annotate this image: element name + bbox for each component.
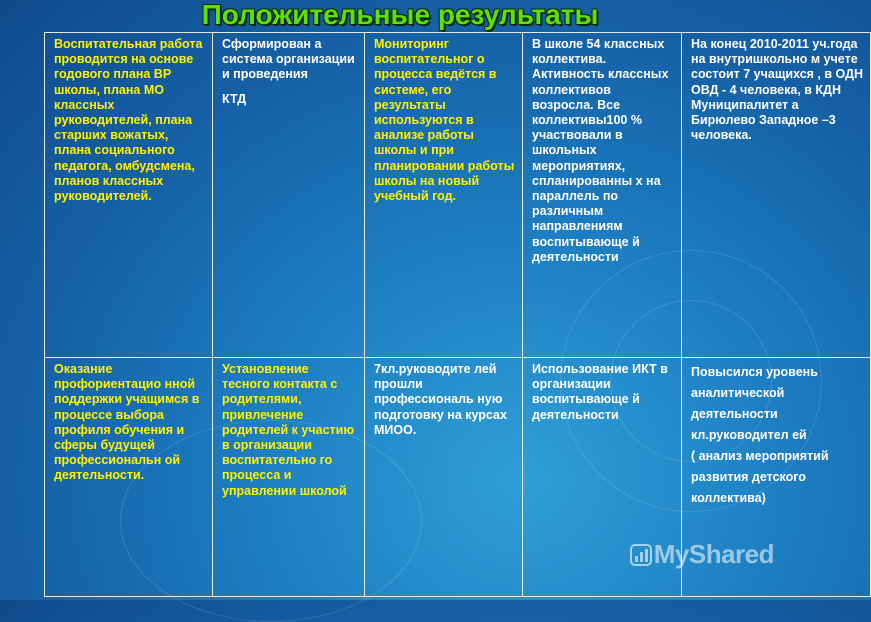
page-title: Положительные результаты xyxy=(201,0,599,30)
cell-text-note: ( анализ мероприятий развития детского коллектива) xyxy=(691,449,829,505)
results-table xyxy=(44,32,871,597)
cell-text: Сформирован а система организации и проведения xyxy=(222,37,355,82)
cell-text-ktd: КТД xyxy=(222,91,247,106)
cell-registered-students: На конец 2010-2011 уч.года на внутришкольно м учете состоит 7 учащихся , в ОДН ОВД - 4 человека, в КДН Муниципалитет а Бирюлево Западное –3 человека. xyxy=(682,33,871,358)
cell-ict-usage: Использование ИКТ в организации воспитывающе й деятельности xyxy=(523,358,682,597)
myshared-logo-icon xyxy=(630,544,652,566)
cell-educational-work: Воспитательная работа проводится на основе годового плана ВР школы, плана МО классных руководителей, плана старших вожатых, плана социального педагога, омбудсмена, планов классных руководителей. xyxy=(45,33,213,358)
cell-monitoring: Мониторинг воспитательног о процесса ведётся в системе, его результаты используются в анализе работы школы и при планировании работы школы на новый учебный год. xyxy=(365,33,523,358)
watermark-text: MyShared xyxy=(653,539,774,569)
cell-parents-contact: Установление тесного контакта с родителями, привлечение родителей к участию в организации воспитательно го процесса и управлении школой xyxy=(213,358,365,597)
cell-ktd-system xyxy=(213,33,365,358)
cell-text: Повысился уровень аналитической деятельности кл.руководител ей xyxy=(691,365,818,442)
table-row xyxy=(45,33,871,358)
cell-career-guidance: Оказание профориентацио нной поддержки учащимся в процессе выбора профиля обучения и сферы будущей профессиональн ой деятельности. xyxy=(45,358,213,597)
watermark xyxy=(630,539,774,570)
cell-class-collectives: В школе 54 классных коллектива. Активность классных коллективов возросла. Все коллективы100 % участвовали в школьных мероприятиях, спланированны х на параллель по различным направлениям воспитывающе й деятельности xyxy=(523,33,682,358)
cell-teacher-training: 7кл.руководите лей прошли профессиональ ную подготовку на курсах МИОО. xyxy=(365,358,523,597)
